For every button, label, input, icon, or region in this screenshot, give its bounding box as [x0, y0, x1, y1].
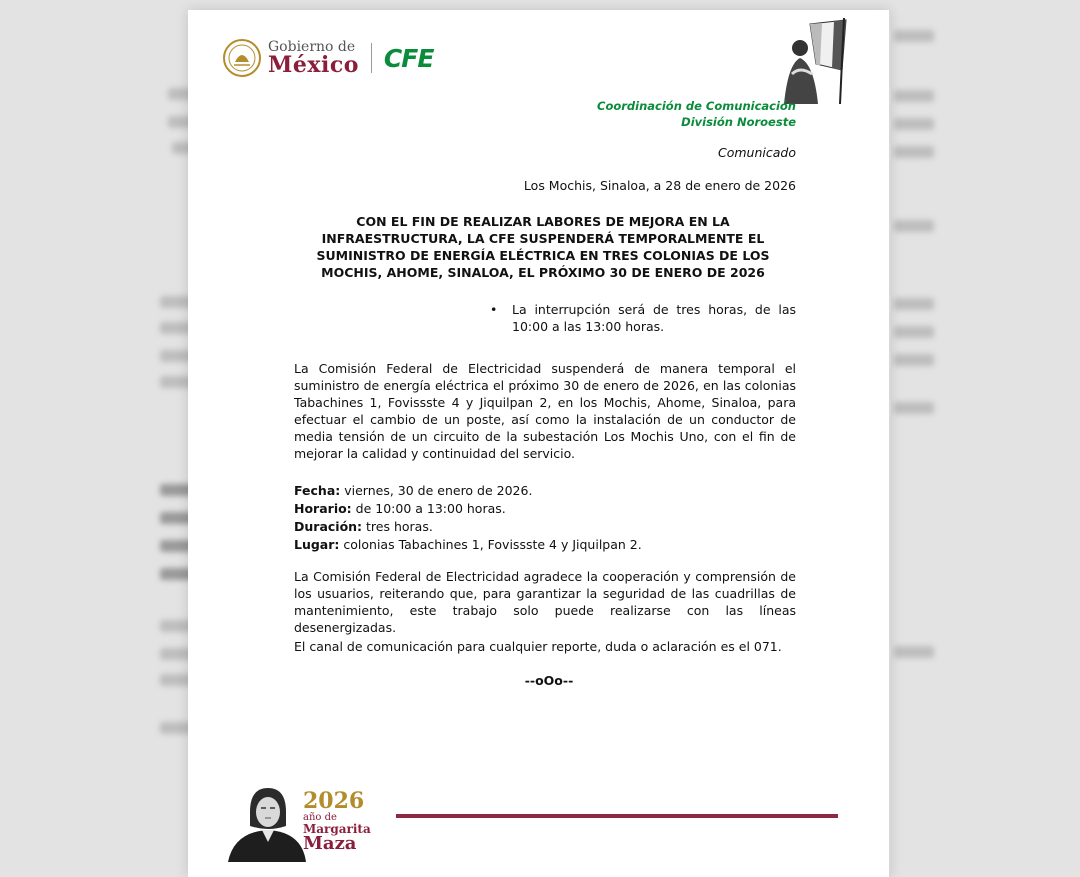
footer-year: 2026 [303, 788, 365, 814]
detail-value: de 10:00 a 13:00 horas. [351, 501, 506, 516]
bullet-icon: • [490, 302, 498, 317]
footer-line-2: Margarita [303, 822, 371, 836]
header-logos [222, 38, 433, 78]
margarita-maza-portrait-icon [228, 782, 306, 862]
gobierno-big-text: México [268, 52, 359, 78]
gobierno-small-text: Gobierno de [268, 39, 356, 55]
headline: CON EL FIN DE REALIZAR LABORES DE MEJORA EN LA INFRAESTRUCTURA, LA CFE SUSPENDERÁ TEMPORALMENTE EL SUMINISTRO DE ENERGÍA ELÉCTRICA EN TRES COLONIAS DE LOS MOCHIS, AHOME, SINALOA, EL PRÓXIMO 30 DE ENERO DE 2026 [316, 214, 770, 280]
bullet-text: La interrupción será de tres horas, de las 10:00 a las 13:00 horas. [512, 302, 796, 334]
logo-divider [371, 43, 372, 73]
detail-label: Lugar: [294, 537, 340, 552]
detail-label: Duración: [294, 519, 363, 534]
details-list [294, 482, 642, 554]
paragraph-4: El canal de comunicación para cualquier reporte, duda o aclaración es el 071. [294, 639, 782, 654]
footer-line-1: año de [303, 812, 337, 823]
paragraph-1: La Comisión Federal de Electricidad suspenderá de manera temporal el suministro de energía eléctrica el próximo 30 de enero de 2026, en las colonias Tabachines 1, Fovissste 4 y Jiquilpan 2, en los Mochis, Ahome, Sinaloa, para efectuar el cambio de un poste, así como la instalación de un conductor de media tensión de un circuito de la subestación Los Mochis Uno, con el fin de mejorar la calidad y continuidad del servicio. [294, 361, 796, 461]
background-blur-right [880, 20, 960, 720]
flag-bearer-illustration [770, 18, 850, 104]
detail-value: tres horas. [362, 519, 433, 534]
footer-bar [396, 814, 838, 818]
coordination-line-2: División Noroeste [681, 115, 796, 129]
document-type-label: Comunicado [718, 145, 796, 160]
gobierno-de-mexico-logo [268, 40, 359, 76]
detail-label: Horario: [294, 501, 352, 516]
dateline: Los Mochis, Sinaloa, a 28 de enero de 2026 [523, 178, 796, 193]
bullet-item [490, 301, 796, 335]
detail-lugar [294, 536, 642, 554]
detail-value: viernes, 30 de enero de 2026. [340, 483, 533, 498]
cfe-logo: CFE [383, 43, 434, 73]
national-seal-icon [222, 38, 262, 78]
footer-year-mark [303, 790, 371, 853]
detail-horario [294, 500, 642, 518]
paragraph-3: La Comisión Federal de Electricidad agradece la cooperación y comprensión de los usuarios, reiterando que, para garantizar la seguridad de las cuadrillas de mantenimiento, este trabajo solo puede realizarse con las líneas desenergizadas. [294, 569, 796, 635]
detail-label: Fecha: [294, 483, 341, 498]
closing-mark: --oOo-- [524, 673, 574, 688]
press-release-page [188, 10, 890, 877]
coordination-line-1: Coordinación de Comunicación [597, 99, 796, 113]
detail-value: colonias Tabachines 1, Fovissste 4 y Jiquilpan 2. [339, 537, 642, 552]
detail-duracion [294, 518, 642, 536]
page-edge [889, 10, 891, 877]
footer-line-3: Maza [303, 833, 357, 854]
detail-fecha [294, 482, 642, 500]
coordination-header [597, 98, 796, 130]
